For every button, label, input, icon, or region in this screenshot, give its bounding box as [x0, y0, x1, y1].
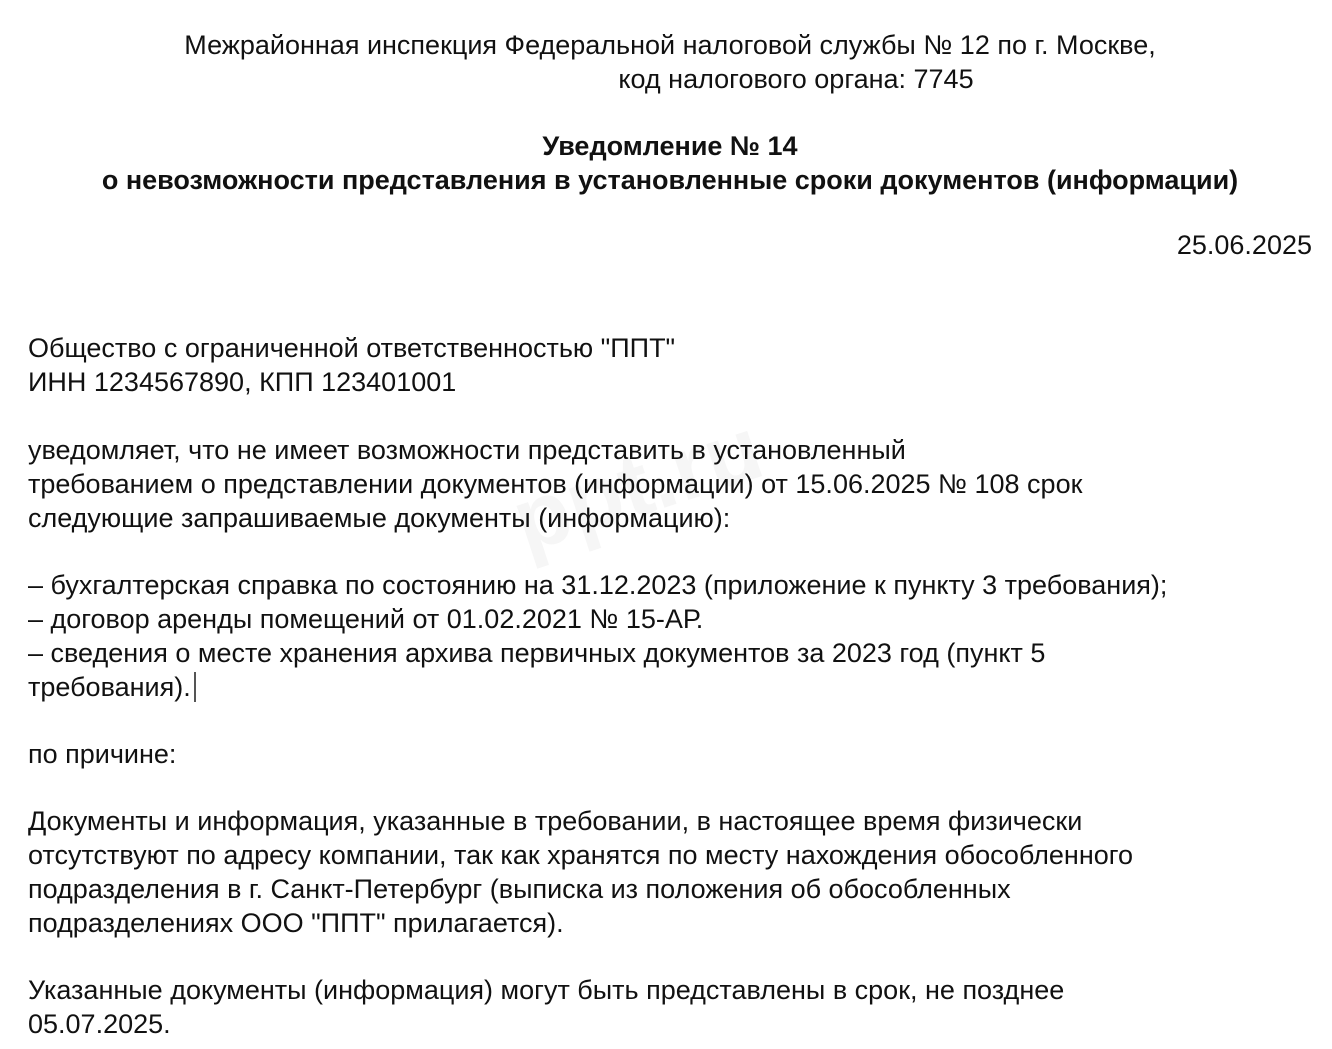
list-item[interactable] — [28, 636, 1148, 704]
organization-block — [28, 331, 675, 399]
notice-line: уведомляет, что не имеет возможности представить в установленный — [28, 435, 906, 465]
reason-line: Документы и информация, указанные в требовании, в настоящее время физически — [28, 806, 1083, 836]
reason-line: подразделения в г. Санкт-Петербург (выписка из положения об обособленных — [28, 874, 1011, 904]
list-item-text: – сведения о месте хранения архива первичных документов за 2023 год (пункт 5 требования). — [28, 638, 1046, 702]
document-title — [0, 129, 1332, 197]
notice-line: требованием о представлении документов (информации) от 15.06.2025 № 108 срок — [28, 469, 1083, 499]
reason-paragraph — [28, 804, 1258, 940]
deadline-line: Указанные документы (информация) могут быть представлены в срок, не позднее — [28, 975, 1065, 1005]
deadline-paragraph — [28, 973, 1258, 1041]
documents-list[interactable] — [28, 568, 1318, 704]
tax-authority-code: код налогового органа: 7745 — [618, 64, 974, 94]
notice-subject: о невозможности представления в установленные сроки документов (информации) — [101, 165, 1239, 195]
deadline-date: 05.07.2025. — [28, 1009, 171, 1039]
text-cursor — [194, 672, 196, 702]
organization-name: Общество с ограниченной ответственностью "ППТ" — [28, 333, 676, 363]
organization-ids: ИНН 1234567890, КПП 123401001 — [28, 367, 457, 397]
tax-authority-header — [0, 28, 1332, 96]
document-date: 25.06.2025 — [1176, 230, 1312, 260]
reason-label: по причине: — [28, 739, 177, 769]
reason-line: отсутствуют по адресу компании, так как хранятся по месту нахождения обособленного — [28, 840, 1134, 870]
notice-number: Уведомление № 14 — [542, 131, 798, 161]
reason-line: подразделениях ООО "ППТ" прилагается). — [28, 908, 564, 938]
notice-paragraph — [28, 433, 1318, 535]
list-item: – бухгалтерская справка по состоянию на 31.12.2023 (приложение к пункту 3 требования); — [28, 570, 1168, 600]
notice-line: следующие запрашиваемые документы (информацию): — [28, 503, 731, 533]
tax-authority-name: Межрайонная инспекция Федеральной налоговой службы № 12 по г. Москве, — [184, 30, 1156, 60]
list-item: – договор аренды помещений от 01.02.2021 № 15-АР. — [28, 604, 704, 634]
